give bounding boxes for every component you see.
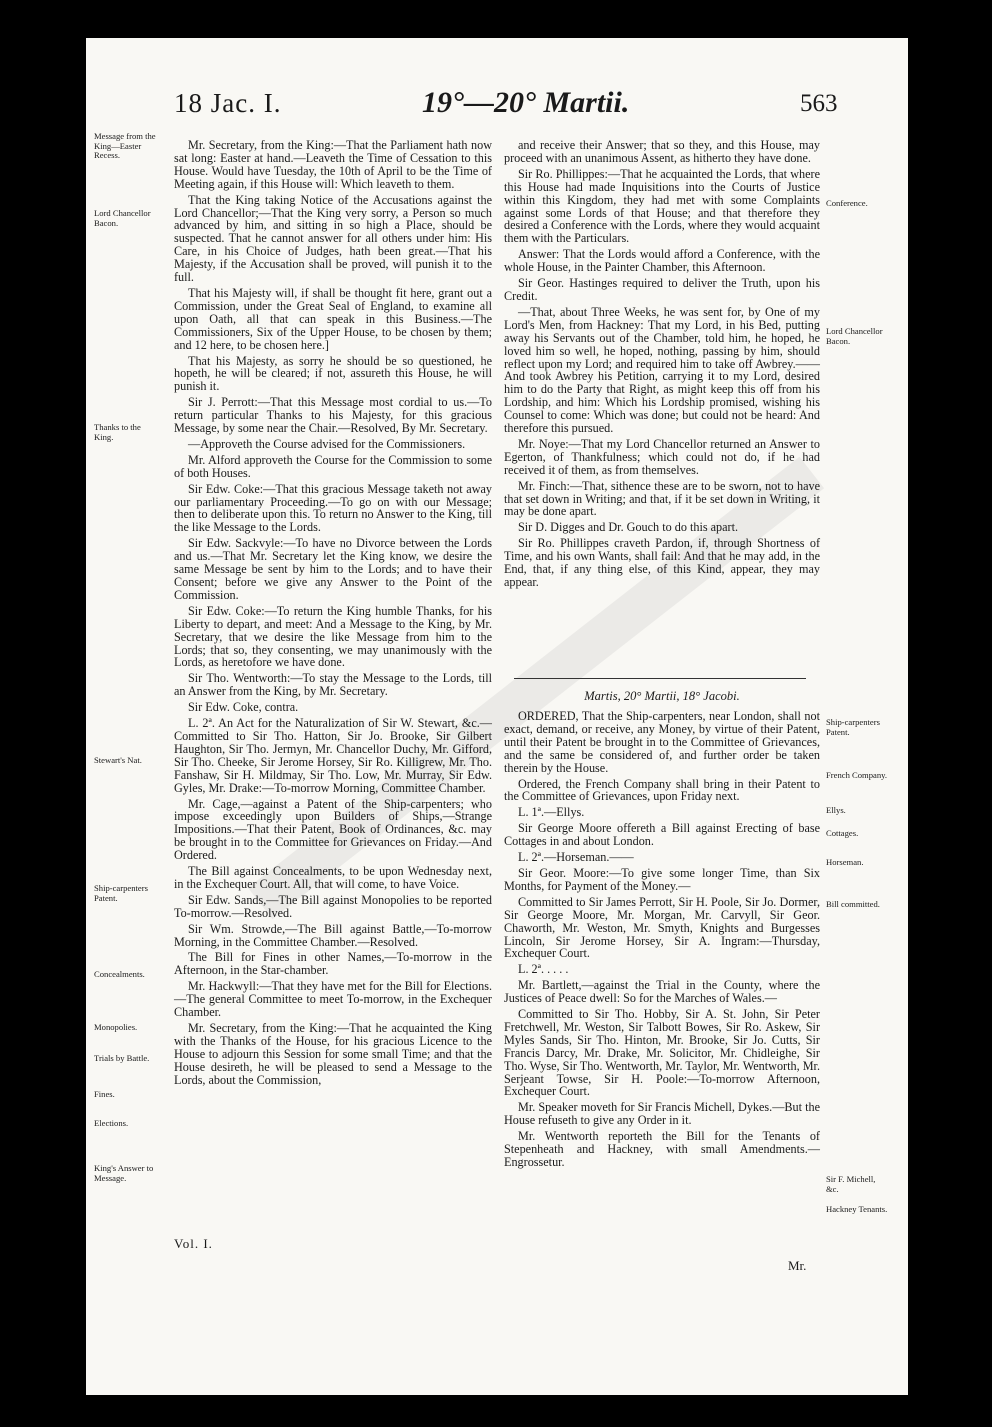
paragraph: Sir Geor. Hastinges required to deliver the Truth, upon his Credit. (504, 276, 820, 303)
document-page (86, 38, 908, 1395)
margin-note: Cottages. (826, 828, 859, 838)
paragraph: Sir Edw. Sackvyle:—To have no Divorce between the Lords and us.—That Mr. Secretary let the King know, we desire the same Message be sent by him to the Lords; and to have their Consent; before we give any Answer to the Point of the Commission. (174, 536, 492, 602)
paragraph: Sir Ro. Phillippes craveth Pardon, if, through Shortness of Time, and his own Wants, shall fail: And that he may add, in the End, that, if any thing else, of this Kind, appear, they may appear. (504, 536, 820, 589)
margin-note: Lord Chancellor Bacon. (826, 326, 883, 346)
margin-note: Ship-carpenters Patent. (826, 717, 880, 737)
paragraph: Mr. Secretary, from the King:—That the Parliament hath now sat long: Easter at hand.—Leaveth the Time of Cessation to this House. Would have Tuesday, the 10th of April to be the Time of Meeting again, if this House will: Which leaveth to them. (174, 138, 492, 191)
paragraph: Mr. Speaker moveth for Sir Francis Michell, Dykes.—But the House refuseth to give any Order in it. (504, 1100, 820, 1128)
running-head-center: 19°—20° Martii. (422, 86, 630, 119)
paragraph: Sir Geor. Moore:—To give some longer Time, than Six Months, for Payment of the Money.— (504, 865, 820, 893)
paragraph: L. 2ª. An Act for the Naturalization of Sir W. Stewart, &c.—Committed to Sir Tho. Hatton, Sir Jo. Brooke, Sir Gilbert Haughton, Sir Tho. Jermyn, Mr. Chancellor Duchy, Mr. Gifford, Sir Tho. Cheeke, Sir Jerome Horsey, Sir Ro. Killigrew, Mr. Tho. Fanshaw, Sir H. Mildmay, Sir Tho. Low, Mr. Murray, Sir Edw. Gyles, Mr. Drake:—To-morrow Morning, Committee Chamber. (174, 716, 492, 795)
paragraph: and receive their Answer; that so they, and this House, may proceed with an unanimous Assent, as hitherto they have done. (504, 138, 820, 165)
margin-note: Conference. (826, 198, 868, 208)
margin-note: Horseman. (826, 857, 864, 867)
margin-note: French Company. (826, 770, 888, 780)
page-header (86, 78, 908, 118)
paragraph: ORDERED, That the Ship-carpenters, near London, shall not exact, demand, or receive, any Money, by virtue of their Patent, until their Patent be brought in to the Committee of Grievances, and the same be considered of, and further order be taken therein by the House. (504, 709, 820, 775)
section-heading: Martis, 20° Martii, 18° Jacobi. (584, 689, 740, 703)
paragraph: Answer: That the Lords would afford a Conference, with the whole House, in the Painter Chamber, this Afternoon. (504, 247, 820, 275)
paragraph: —That, about Three Weeks, he was sent for, by One of my Lord's Men, from Hackney: That my Lord, in his Bed, putting away his Servants out of the Chamber, told him, he hoped, he loved him so well, he hoped, nothing, passing by him, should reflect upon my Lord; and required him to take off Awbrey.——And took Awbrey his Petition, carrying it to my Lord, desired him to do the Party that Right, as might keep this off from his Lordship, and him: Which his Lordship promised, wishing his Counsel to come: Which was done; but could not be heard: And therefore this pursued. (504, 304, 820, 436)
paragraph: Mr. Bartlett,—against the Trial in the County, where the Justices of Peace dwell: So for the Marches of Wales.— (504, 978, 820, 1006)
paragraph: That his Majesty, as sorry he should be so questioned, he hopeth, he will be cleared; if not, assureth this House, he will punish it. (174, 353, 492, 394)
paragraph: Mr. Hackwyll:—That they have met for the Bill for Elections.—The general Committee to meet To-morrow, in the Exchequer Chamber. (174, 979, 492, 1020)
margin-note: Message from the King—Easter Recess. (94, 131, 156, 161)
paragraph: Sir D. Digges and Dr. Gouch to do this apart. (518, 520, 739, 535)
paragraph: Sir Ro. Phillippes:—That he acquainted the Lords, that where this House had made Inquisitions into the Courts of Justice within this Kingdom, they had met with some Complaints against some Lords of that House; and that therefore they desired a Conference with the Lords, where they would acquaint them with the Particulars. (504, 166, 820, 246)
left-column (174, 139, 492, 1090)
margin-note: King's Answer to Message. (94, 1163, 154, 1183)
margin-note: Sir F. Michell, &c. (826, 1174, 876, 1194)
margin-note: Bill committed. (826, 899, 880, 909)
paragraph: Mr. Wentworth reporteth the Bill for the Tenants of Stepenheath and Hackney, with small Amendments.—Engrossetur. (504, 1129, 820, 1169)
paragraph: Mr. Secretary, from the King:—That he acquainted the King with the Thanks of the House, for his gracious Licence to the House to adjourn this Session for some small Time; and that the House desireth, he will be pleased to send a Message to the Lords, about the Commission, (174, 1021, 492, 1087)
paragraph: Sir Wm. Strowde,—The Bill against Battle,—To-morrow Morning, in the Committee Chamber.—Resolved. (174, 921, 492, 949)
margin-note: Elections. (94, 1118, 129, 1128)
paragraph: Mr. Finch:—That, sithence these are to be sworn, not to have that set down in Writing; and that, if it be set down in Writing, it may be done apart. (504, 478, 820, 519)
margin-note: Ellys. (826, 805, 846, 815)
paragraph: Committed to Sir Tho. Hobby, Sir A. St. John, Sir Peter Fretchwell, Mr. Weston, Sir Talbott Bowes, Sir Ro. Askew, Sir Myles Sands, Sir Tho. Hinton, Mr. Brooke, Sir Jo. Cutts, Sir Francis Darcy, Mr. Drake, Mr. Solicitor, Mr. Chidleighe, Sir Tho. Wyse, Sir Tho. Wentworth, Mr. Taylor, Mr. Wentworth, Mr. Serjeant Towse, Sir H. Poole:—To-morrow Afternoon, Exchequer Court. (504, 1007, 820, 1099)
paragraph: Ordered, the French Company shall bring in their Patent to the Committee of Grievances, upon Friday next. (504, 776, 820, 804)
paragraph: Mr. Alford approveth the Course for the Commission to some of both Houses. (174, 452, 492, 480)
paragraph: Sir Edw. Sands,—The Bill against Monopolies to be reported To-morrow.—Resolved. (174, 892, 492, 920)
paragraph: L. 1ª.—Ellys. (518, 805, 585, 820)
margin-note: Trials by Battle. (94, 1053, 150, 1063)
paragraph: Mr. Noye:—That my Lord Chancellor returned an Answer to Egerton, of Thankfulness; which could not do, if he had received it of them, as from themselves. (504, 436, 820, 477)
paragraph: Sir Edw. Coke:—That this gracious Message taketh not away our parliamentary Proceeding.—To go on with our Message; then to deliberate upon this. To return no Answer to the King, till the like Message to the Lords. (174, 481, 492, 535)
paragraph: Sir J. Perrott:—That this Message most cordial to us.—To return particular Thanks to his Majesty, for this gracious Message, by some near the Chair.—Resolved, By Mr. Secretary. (174, 395, 492, 436)
paragraph: Sir Edw. Coke:—To return the King humble Thanks, for his Liberty to depart, and meet: And a Message to the King, by Mr. Secretary, that we desire the like Message from him to the Lords; that so, they consenting, we may unanimously with the Lords, as heretofore we have done. (174, 603, 492, 670)
right-column-bottom (504, 710, 820, 1172)
margin-note: Lord Chancellor Bacon. (94, 208, 151, 228)
section-rule (514, 678, 806, 679)
paragraph: The Bill for Fines in other Names,—To-morrow in the Afternoon, in the Star-chamber. (174, 950, 492, 978)
right-column-top (504, 139, 820, 592)
paragraph: Sir Tho. Wentworth:—To stay the Message to the Lords, till an Answer from the King, by Mr. Secretary. (174, 671, 492, 699)
volume-signature: Vol. I. (174, 1236, 213, 1251)
paragraph: That his Majesty will, if shall be thought fit here, grant out a Commission, under the Great Seal of England, to examine all upon Oath, all that can speak in this Business.—The Commissioners, Six of the Upper House, to be chosen by them; and 12 here, to be chosen here.] (174, 285, 492, 352)
running-head-left: 18 Jac. I. (174, 88, 282, 118)
paragraph: Sir George Moore offereth a Bill against Erecting of base Cottages in and about London. (504, 821, 820, 849)
page-number: 563 (800, 90, 838, 117)
paragraph: Committed to Sir James Perrott, Sir H. Poole, Sir Jo. Dormer, Sir George Moore, Mr. Morgan, Mr. Carvyll, Sir Geor. Chaworth, Mr. Weston, Mr. Smyth, Knights and Burgesses Lincoln, Sir Jerome Horsey, Sir A. Ingram:—Thursday, Exchequer Court. (504, 894, 820, 961)
margin-note: Monopolies. (94, 1022, 138, 1032)
margin-note: Stewart's Nat. (94, 755, 142, 765)
paragraph: That the King taking Notice of the Accusations against the Lord Chancellor;—That the King very sorry, a Person so much advanced by him, and sitting in so high a Place, should be suspected. That he cannot answer for all others under him: His Care, in his Choice of Judges, hath been great.—That his Majesty, if the Accusation shall be proved, will punish it to the full. (174, 192, 492, 285)
paragraph: Mr. Cage,—against a Patent of the Ship-carpenters; who impose exceedingly upon Builders of Ships,—Strange Impositions.—That their Patent, Book of Ordinances, &c. may be brought in to the Committee for Grievances on Friday.—And Ordered. (174, 796, 492, 863)
margin-note: Ship-carpenters Patent. (94, 883, 148, 903)
margin-note: Fines. (94, 1089, 115, 1099)
paragraph: —Approveth the Course advised for the Commissioners. (188, 436, 466, 451)
paragraph: The Bill against Concealments, to be upon Wednesday next, in the Exchequer Court. All, that will come, to have Voice. (174, 864, 492, 891)
catchword: Mr. (788, 1258, 807, 1273)
paragraph: L. 2ª. . . . . (518, 962, 569, 977)
margin-note: Thanks to the King. (94, 422, 141, 442)
margin-note: Concealments. (94, 969, 145, 979)
paragraph: L. 2ª.—Horseman.—— (518, 850, 634, 865)
paragraph: Sir Edw. Coke, contra. (188, 700, 299, 715)
margin-note: Hackney Tenants. (826, 1204, 888, 1214)
